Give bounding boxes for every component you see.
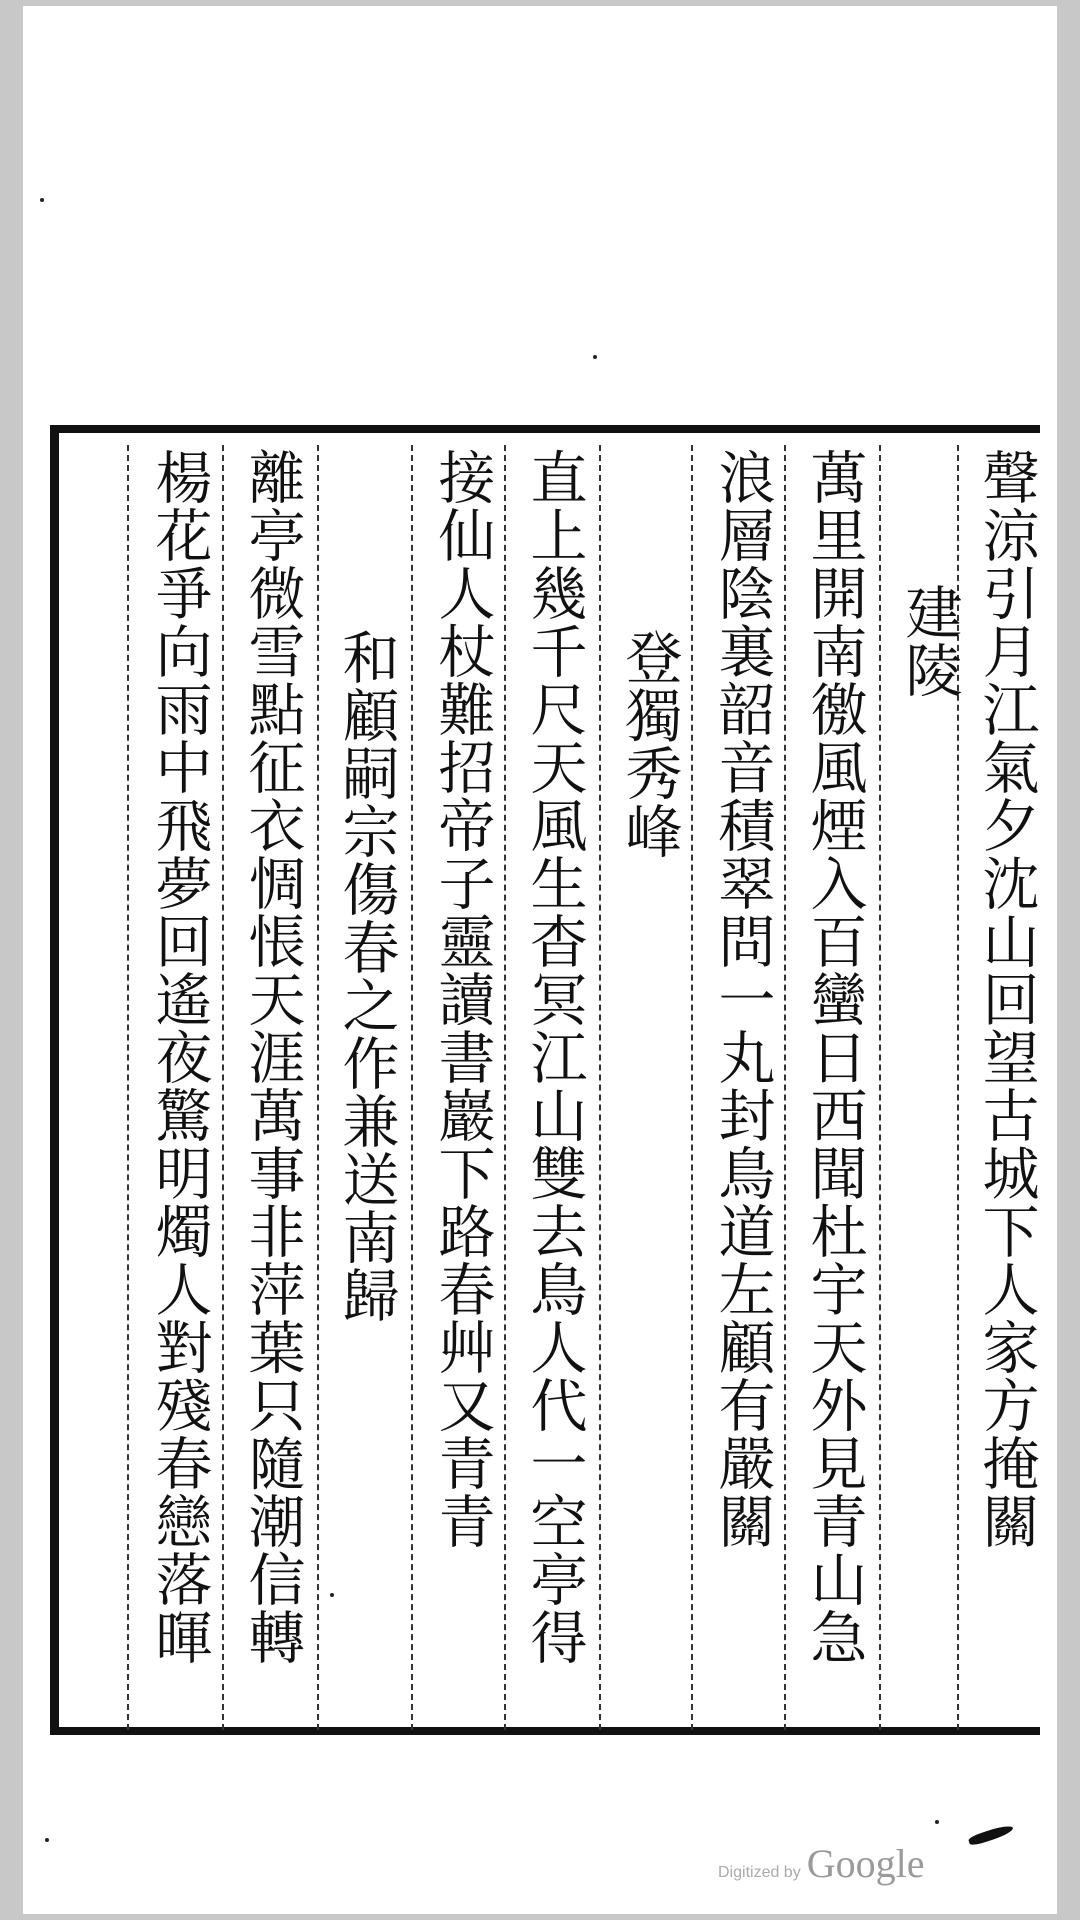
text-column-1: [971, 448, 1041, 1733]
text-column-5: [614, 628, 684, 1913]
column-rule: [317, 445, 319, 1730]
poem-title: 登獨秀峰: [616, 628, 682, 860]
text-column-9: [237, 448, 307, 1733]
poem-line: 楊花爭向雨中飛夢回遙夜驚明燭人對殘春戀落暉: [146, 448, 212, 1666]
text-block: [50, 425, 1040, 1735]
column-rule: [222, 445, 224, 1730]
column-rule: [504, 445, 506, 1730]
poem-line: 聲涼引月江氣夕沈山回望古城下人家方掩關: [973, 448, 1039, 1550]
google-logo: Google: [806, 1841, 925, 1886]
digitized-watermark: [718, 1840, 924, 1887]
ink-speck: [330, 1593, 334, 1597]
poem-line: 直上幾千尺天風生杳冥江山雙去鳥人代一空亭得: [521, 448, 587, 1666]
text-column-3: [799, 448, 869, 1733]
digitized-label: Digitized by: [718, 1864, 801, 1881]
ink-speck: [935, 1820, 939, 1824]
column-rule: [127, 445, 129, 1730]
poem-line: 離亭微雪點征衣惆悵天涯萬事非萍葉只隨潮信轉: [239, 448, 305, 1666]
text-column-6: [519, 448, 589, 1733]
text-column-10: [144, 448, 214, 1733]
text-column-8: [331, 628, 401, 1913]
poem-title: 和顧嗣宗傷春之作兼送南歸: [333, 628, 399, 1324]
column-rule: [784, 445, 786, 1730]
column-rule: [411, 445, 413, 1730]
poem-line: 接仙人杖難招帝子靈讀書巖下路春艸又青青: [429, 448, 495, 1550]
ink-speck: [40, 198, 44, 202]
ink-speck: [45, 1838, 49, 1842]
ink-speck: [593, 355, 597, 359]
column-rule: [599, 445, 601, 1730]
column-rule: [691, 445, 693, 1730]
poem-line: 萬里開南徼風煙入百蠻日西聞杜宇天外見青山急: [801, 448, 867, 1666]
poem-title: 建陵: [896, 583, 962, 699]
text-column-2: [894, 583, 964, 1868]
column-rule: [879, 445, 881, 1730]
poem-line: 浪層陰裏韶音積翠問一丸封鳥道左顧有嚴關: [709, 448, 775, 1550]
text-column-7: [427, 448, 497, 1733]
text-column-4: [707, 448, 777, 1733]
